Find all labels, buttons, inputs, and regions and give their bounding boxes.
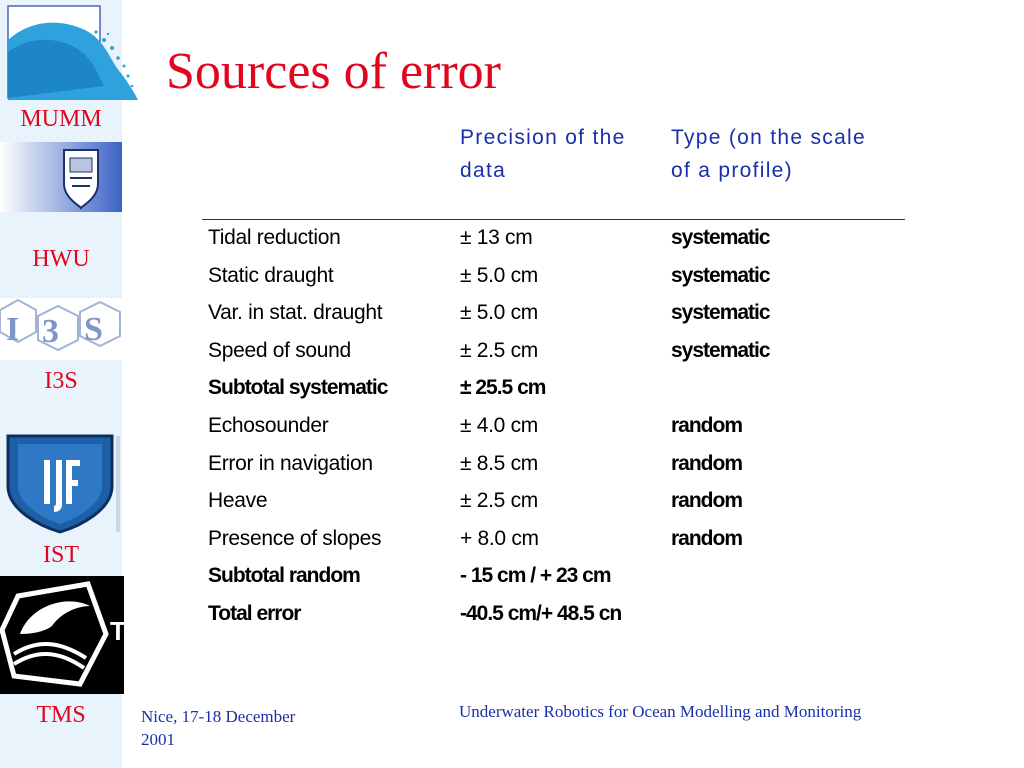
row-source: Tidal reduction xyxy=(208,226,341,249)
row-source: Subtotal systematic xyxy=(208,376,388,400)
header-type-line2: of a profile) xyxy=(671,159,793,182)
crest-logo xyxy=(0,140,122,214)
row-precision: ± 13 cm xyxy=(460,226,533,249)
org-label-hwu: HWU xyxy=(32,246,90,272)
header-precision xyxy=(460,121,626,187)
org-label-i3s: I3S xyxy=(44,368,78,394)
row-source: Error in navigation xyxy=(208,451,373,475)
svg-text:T: T xyxy=(110,616,126,646)
org-label-ist: IST xyxy=(43,542,79,568)
row-precision: ± 8.5 cm xyxy=(460,451,538,475)
row-precision: -40.5 cm/+ 48.5 cn xyxy=(460,602,622,625)
header-type xyxy=(671,121,866,187)
row-type: systematic xyxy=(671,338,770,362)
row-precision: ± 5.0 cm xyxy=(460,301,538,325)
row-source: Total error xyxy=(208,602,301,625)
row-type: random xyxy=(671,526,743,550)
org-label-mumm: MUMM xyxy=(20,106,102,132)
header-precision-line1: Precision of the xyxy=(460,126,626,149)
row-precision: - 15 cm / + 23 cm xyxy=(460,564,611,588)
row-type: random xyxy=(671,414,743,437)
row-source: Echosounder xyxy=(208,414,329,437)
row-source: Subtotal random xyxy=(208,564,360,588)
row-source: Static draught xyxy=(208,263,334,287)
header-precision-line2: data xyxy=(460,159,507,182)
svg-text:I: I xyxy=(6,311,20,348)
row-type: systematic xyxy=(671,301,770,325)
footer-date-line1: Nice, 17-18 December xyxy=(141,707,296,726)
partner-sidebar xyxy=(0,0,126,768)
row-source: Speed of sound xyxy=(208,338,351,362)
wave-logo xyxy=(0,0,140,104)
row-type: systematic xyxy=(671,226,770,249)
row-precision: ± 4.0 cm xyxy=(460,414,538,437)
footer-date xyxy=(141,705,295,751)
footer-project: Underwater Robotics for Ocean Modelling and Monitoring xyxy=(459,702,862,721)
dolphin-logo xyxy=(0,576,124,694)
row-source: Presence of slopes xyxy=(208,526,382,550)
row-source: Heave xyxy=(208,489,268,513)
footer-date-line2: 2001 xyxy=(141,730,175,749)
header-type-line1: Type (on the scale xyxy=(671,126,866,149)
row-source: Var. in stat. draught xyxy=(208,301,383,325)
row-precision: + 8.0 cm xyxy=(460,526,539,550)
row-precision: ± 2.5 cm xyxy=(460,338,538,362)
slide-title: Sources of error xyxy=(166,43,501,100)
row-precision: ± 25.5 cm xyxy=(460,376,546,400)
ist-shield-logo xyxy=(0,430,122,534)
row-type: random xyxy=(671,489,743,513)
row-precision: ± 5.0 cm xyxy=(460,263,538,287)
row-type: systematic xyxy=(671,263,770,287)
header-divider xyxy=(202,219,905,220)
svg-text:S: S xyxy=(84,311,103,348)
row-precision: ± 2.5 cm xyxy=(460,489,538,513)
org-label-tms: TMS xyxy=(36,702,86,728)
svg-text:3: 3 xyxy=(42,313,59,350)
row-type: random xyxy=(671,451,743,475)
i3s-logo xyxy=(0,298,122,360)
